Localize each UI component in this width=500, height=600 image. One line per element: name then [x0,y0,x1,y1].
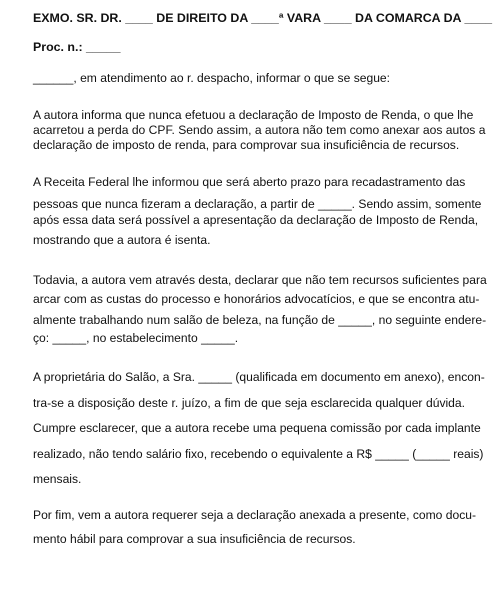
paragraph-2-line-2: pessoas que nunca fizeram a declaração, a partir de _____. Sendo assim, somente [33,197,482,211]
paragraph-3-line-2: arcar com as custas do processo e honorários advocatícios, e que se encontra atu- [33,292,480,306]
paragraph-4-line-4: realizado, não tendo salário fixo, recebendo o equivalente a R$ _____ (_____ reais) [33,447,484,461]
paragraph-3-line-1: Todavia, a autora vem através desta, declarar que não tem recursos suficientes para [33,273,487,287]
paragraph-1-line-2: acarretou a perda do CPF. Sendo assim, a autora não tem como anexar aos autos a [33,123,486,137]
paragraph-1-line-1: A autora informa que nunca efetuou a declaração de Imposto de Renda, o que lhe [33,108,474,122]
paragraph-1-line-3: declaração de imposto de renda, para comprovar sua insuficiência de recursos. [33,138,460,152]
paragraph-4-line-1: A proprietária do Salão, a Sra. _____ (qualificada em documento em anexo), encon- [33,370,485,384]
addressee-heading: EXMO. SR. DR. ____ DE DIREITO DA ____ª VARA ____ DA COMARCA DA ____ [33,11,493,25]
paragraph-2-line-4: mostrando que a autora é isenta. [33,233,211,247]
paragraph-2-line-1: A Receita Federal lhe informou que será aberto prazo para recadastramento das [33,175,466,189]
paragraph-2-line-3: após essa data será possível a apresentação da declaração de Imposto de Renda, [33,213,479,227]
paragraph-3-line-4: ço: _____, no estabelecimento _____. [33,331,239,345]
paragraph-4-line-5: mensais. [33,472,82,486]
intro-line: ______, em atendimento ao r. despacho, informar o que se segue: [33,71,391,85]
paragraph-4-line-3: Cumpre esclarecer, que a autora recebe uma pequena comissão por cada implante [33,421,481,435]
paragraph-5-line-1: Por fim, vem a autora requerer seja a declaração anexada a presente, como docu- [33,508,477,522]
paragraph-4-line-2: tra-se a disposição deste r. juízo, a fim de que seja esclarecida qualquer dúvida. [33,396,465,410]
paragraph-3-line-3: almente trabalhando num salão de beleza, na função de _____, no seguinte endere- [33,313,487,327]
process-number: Proc. n.: _____ [33,40,121,54]
paragraph-5-line-2: mento hábil para comprovar a sua insuficiência de recursos. [33,532,356,546]
